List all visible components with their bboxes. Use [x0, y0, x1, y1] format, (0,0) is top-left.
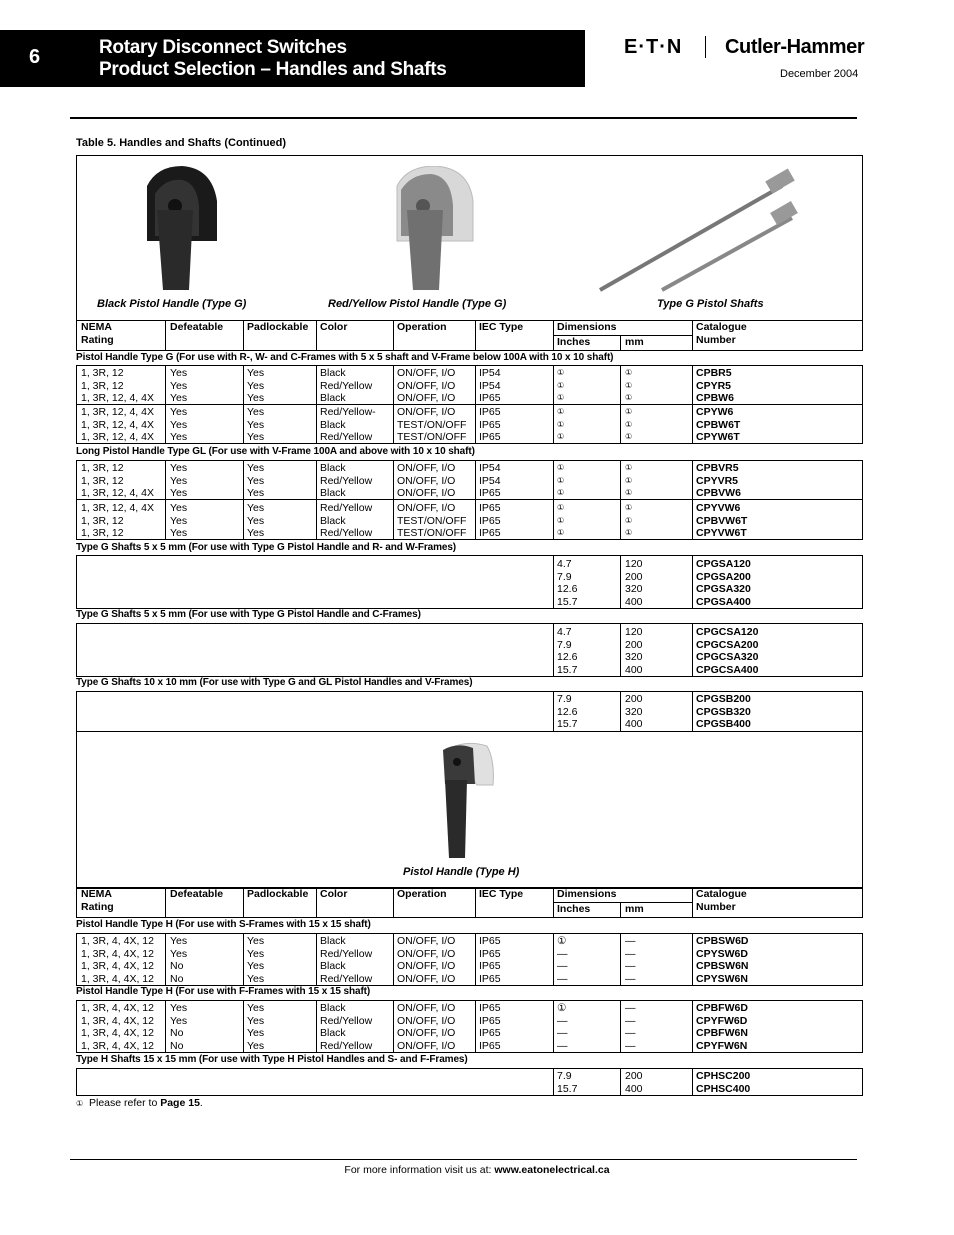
cell-mm: 200 320 400 [625, 693, 643, 730]
cell-color: Black Red/Yellow Black Red/Yellow [320, 935, 373, 985]
cell-inches: 7.9 15.7 [557, 1070, 578, 1095]
cell-inches: ① ① ① [557, 407, 565, 441]
red-yellow-pistol-handle-image [387, 166, 477, 294]
cell-operation: ON/OFF, I/O TEST/ON/OFF TEST/ON/OFF [397, 406, 467, 443]
section-heading: Pistol Handle Type G (For use with R-, W- and C-Frames with 5 x 5 shaft and V-Frame below 100A with 10 x 10 shaft) [76, 352, 614, 363]
table-row-group [76, 404, 863, 444]
page-number: 6 [29, 46, 41, 68]
header-mm: mm [625, 336, 644, 348]
header-dimensions: Dimensions [557, 888, 617, 900]
table-row-group [76, 365, 863, 405]
cell-mm: 120 200 320 400 [625, 558, 643, 608]
cell-mm: 120 200 320 400 [625, 626, 643, 676]
page-reference: Page 15 [160, 1097, 200, 1109]
header-catalogue: Catalogue Number [696, 888, 747, 913]
black-pistol-handle-image [137, 166, 222, 294]
logo-divider [705, 36, 706, 58]
cell-defeatable: Yes Yes Yes [170, 367, 188, 404]
black-handle-caption: Black Pistol Handle (Type G) [97, 298, 247, 310]
section-heading: Type H Shafts 15 x 15 mm (For use with Type H Pistol Handles and S- and F-Frames) [76, 1054, 468, 1065]
cell-iec: IP65 IP65 IP65 IP65 [479, 935, 501, 985]
cell-inches: ① ① ① [557, 368, 565, 402]
cell-iec: IP54 IP54 IP65 [479, 367, 501, 404]
cell-defeatable: Yes Yes Yes [170, 462, 188, 499]
page-title-line1: Rotary Disconnect Switches [99, 37, 347, 58]
cell-iec: IP65 IP65 IP65 [479, 406, 501, 443]
cell-defeatable: Yes Yes Yes [170, 502, 188, 539]
website-link[interactable]: www.eatonelectrical.ca [494, 1164, 610, 1176]
cell-catalogue: CPGCSA120 CPGCSA200 CPGCSA320 CPGCSA400 [696, 626, 759, 676]
cell-catalogue: CPBSW6D CPYSW6D CPBSW6N CPYSW6N [696, 935, 749, 985]
cell-catalogue: CPGSB200 CPGSB320 CPGSB400 [696, 693, 751, 730]
header-inches: Inches [557, 336, 591, 348]
cell-nema: 1, 3R, 12, 4, 4X 1, 3R, 12 1, 3R, 12 [81, 502, 154, 539]
cell-catalogue: CPBVR5 CPYVR5 CPBVW6 [696, 462, 741, 499]
cell-padlockable: Yes Yes Yes [247, 502, 265, 539]
column-header-row [76, 320, 863, 351]
cell-padlockable: Yes Yes Yes [247, 367, 265, 404]
cell-color: Red/Yellow Black Red/Yellow [320, 502, 373, 539]
cell-inches: ① ① ① [557, 503, 565, 537]
cell-catalogue: CPBFW6D CPYFW6D CPBFW6N CPYFW6N [696, 1002, 748, 1052]
table-row-group [76, 460, 863, 500]
type-h-handle-caption: Pistol Handle (Type H) [403, 866, 520, 878]
cell-inches: ① — — — [557, 935, 568, 985]
cell-catalogue: CPYW6 CPBW6T CPYW6T [696, 406, 741, 443]
section-heading: Pistol Handle Type H (For use with F-Frames with 15 x 15 shaft) [76, 986, 371, 997]
footer-rule [70, 1159, 857, 1160]
header-operation: Operation [397, 888, 447, 900]
cell-catalogue: CPHSC200 CPHSC400 [696, 1070, 751, 1095]
cell-nema: 1, 3R, 12 1, 3R, 12 1, 3R, 12, 4, 4X [81, 462, 154, 499]
cell-nema: 1, 3R, 12 1, 3R, 12 1, 3R, 12, 4, 4X [81, 367, 154, 404]
header-nema: NEMA Rating [81, 321, 114, 346]
header-rule [70, 117, 857, 119]
cell-color: Black Red/Yellow Black [320, 462, 373, 499]
header-color: Color [320, 321, 348, 333]
cell-nema: 1, 3R, 4, 4X, 12 1, 3R, 4, 4X, 12 1, 3R, 4, 4X, 12 1, 3R, 4, 4X, 12 [81, 1002, 154, 1052]
cell-inches: 7.9 12.6 15.7 [557, 693, 578, 730]
header-dimensions: Dimensions [557, 321, 617, 333]
type-h-pistol-handle-image [437, 740, 497, 862]
cell-nema: 1, 3R, 4, 4X, 12 1, 3R, 4, 4X, 12 1, 3R, 4, 4X, 12 1, 3R, 4, 4X, 12 [81, 935, 154, 985]
header-operation: Operation [397, 321, 447, 333]
shafts-caption: Type G Pistol Shafts [657, 298, 764, 310]
table-row-group [76, 555, 863, 609]
photo-panel-type-h [76, 731, 863, 889]
cell-padlockable: Yes Yes Yes Yes [247, 1002, 265, 1052]
cell-defeatable: Yes Yes Yes [170, 406, 188, 443]
cell-catalogue: CPYVW6 CPBVW6T CPYVW6T [696, 502, 748, 539]
cell-padlockable: Yes Yes Yes [247, 406, 265, 443]
publication-date: December 2004 [780, 68, 859, 80]
header-mm: mm [625, 903, 644, 915]
header-iec-type: IEC Type [479, 888, 524, 900]
cell-color: Red/Yellow- Black Red/Yellow [320, 406, 376, 443]
table-row-group [76, 691, 863, 732]
type-g-shafts-image [592, 166, 807, 296]
page-title-line2: Product Selection – Handles and Shafts [99, 59, 447, 80]
header-nema: NEMA Rating [81, 888, 114, 913]
cell-iec: IP65 IP65 IP65 IP65 [479, 1002, 501, 1052]
header-inches: Inches [557, 903, 591, 915]
bottom-footer: For more information visit us at: www.eatonelectrical.ca [344, 1164, 610, 1176]
table-caption: Table 5. Handles and Shafts (Continued) [76, 137, 287, 149]
table-row-group [76, 499, 863, 540]
section-heading: Type G Shafts 5 x 5 mm (For use with Type G Pistol Handle and R- and W-Frames) [76, 542, 457, 553]
header-defeatable: Defeatable [170, 321, 224, 333]
footnote: ① Please refer to Page 15. [76, 1097, 203, 1109]
cell-defeatable: Yes Yes No No [170, 1002, 188, 1052]
cell-nema: 1, 3R, 12, 4, 4X 1, 3R, 12, 4, 4X 1, 3R, 12, 4, 4X [81, 406, 154, 443]
section-heading: Long Pistol Handle Type GL (For use with V-Frame 100A and above with 10 x 10 shaft) [76, 446, 475, 457]
cell-iec: IP65 IP65 IP65 [479, 502, 501, 539]
header-defeatable: Defeatable [170, 888, 224, 900]
cell-mm: ① ① ① [625, 503, 633, 537]
cell-inches: ① — — — [557, 1002, 568, 1052]
cell-defeatable: Yes Yes No No [170, 935, 188, 985]
cell-padlockable: Yes Yes Yes [247, 462, 265, 499]
red-handle-caption: Red/Yellow Pistol Handle (Type G) [328, 298, 507, 310]
cell-operation: ON/OFF, I/O ON/OFF, I/O ON/OFF, I/O [397, 367, 456, 404]
cell-mm: 200 400 [625, 1070, 643, 1095]
cell-inches: 4.7 7.9 12.6 15.7 [557, 558, 578, 608]
cell-operation: ON/OFF, I/O ON/OFF, I/O ON/OFF, I/O [397, 462, 456, 499]
column-header-row [76, 887, 863, 918]
section-heading: Type G Shafts 10 x 10 mm (For use with Type G and GL Pistol Handles and V-Frames) [76, 677, 473, 688]
cell-operation: ON/OFF, I/O ON/OFF, I/O ON/OFF, I/O ON/OFF, I/O [397, 935, 456, 985]
header-catalogue: Catalogue Number [696, 321, 747, 346]
header-iec-type: IEC Type [479, 321, 524, 333]
header-color: Color [320, 888, 348, 900]
cell-padlockable: Yes Yes Yes Yes [247, 935, 265, 985]
cell-iec: IP54 IP54 IP65 [479, 462, 501, 499]
cell-inches: 4.7 7.9 12.6 15.7 [557, 626, 578, 676]
section-heading: Pistol Handle Type H (For use with S-Frames with 15 x 15 shaft) [76, 919, 371, 930]
cell-operation: ON/OFF, I/O TEST/ON/OFF TEST/ON/OFF [397, 502, 467, 539]
cell-inches: ① ① ① [557, 463, 565, 497]
cell-mm: ① ① ① [625, 407, 633, 441]
header-padlockable: Padlockable [247, 888, 309, 900]
cell-color: Black Red/Yellow Black Red/Yellow [320, 1002, 373, 1052]
cell-catalogue: CPBR5 CPYR5 CPBW6 [696, 367, 734, 404]
table-row-group [76, 933, 863, 986]
photo-panel-type-g [76, 155, 863, 321]
cell-color: Black Red/Yellow Black [320, 367, 373, 404]
table-row-group [76, 1068, 863, 1096]
cell-mm: — — — — [625, 1002, 636, 1052]
cell-catalogue: CPGSA120 CPGSA200 CPGSA320 CPGSA400 [696, 558, 751, 608]
table-row-group [76, 623, 863, 677]
cell-mm: — — — — [625, 935, 636, 985]
cell-mm: ① ① ① [625, 463, 633, 497]
eaton-logo: E·T·N [624, 36, 683, 58]
cutler-hammer-logo: Cutler-Hammer [725, 36, 865, 58]
header-padlockable: Padlockable [247, 321, 309, 333]
cell-operation: ON/OFF, I/O ON/OFF, I/O ON/OFF, I/O ON/OFF, I/O [397, 1002, 456, 1052]
section-heading: Type G Shafts 5 x 5 mm (For use with Type G Pistol Handle and C-Frames) [76, 609, 421, 620]
cell-mm: ① ① ① [625, 368, 633, 402]
table-row-group [76, 1000, 863, 1053]
